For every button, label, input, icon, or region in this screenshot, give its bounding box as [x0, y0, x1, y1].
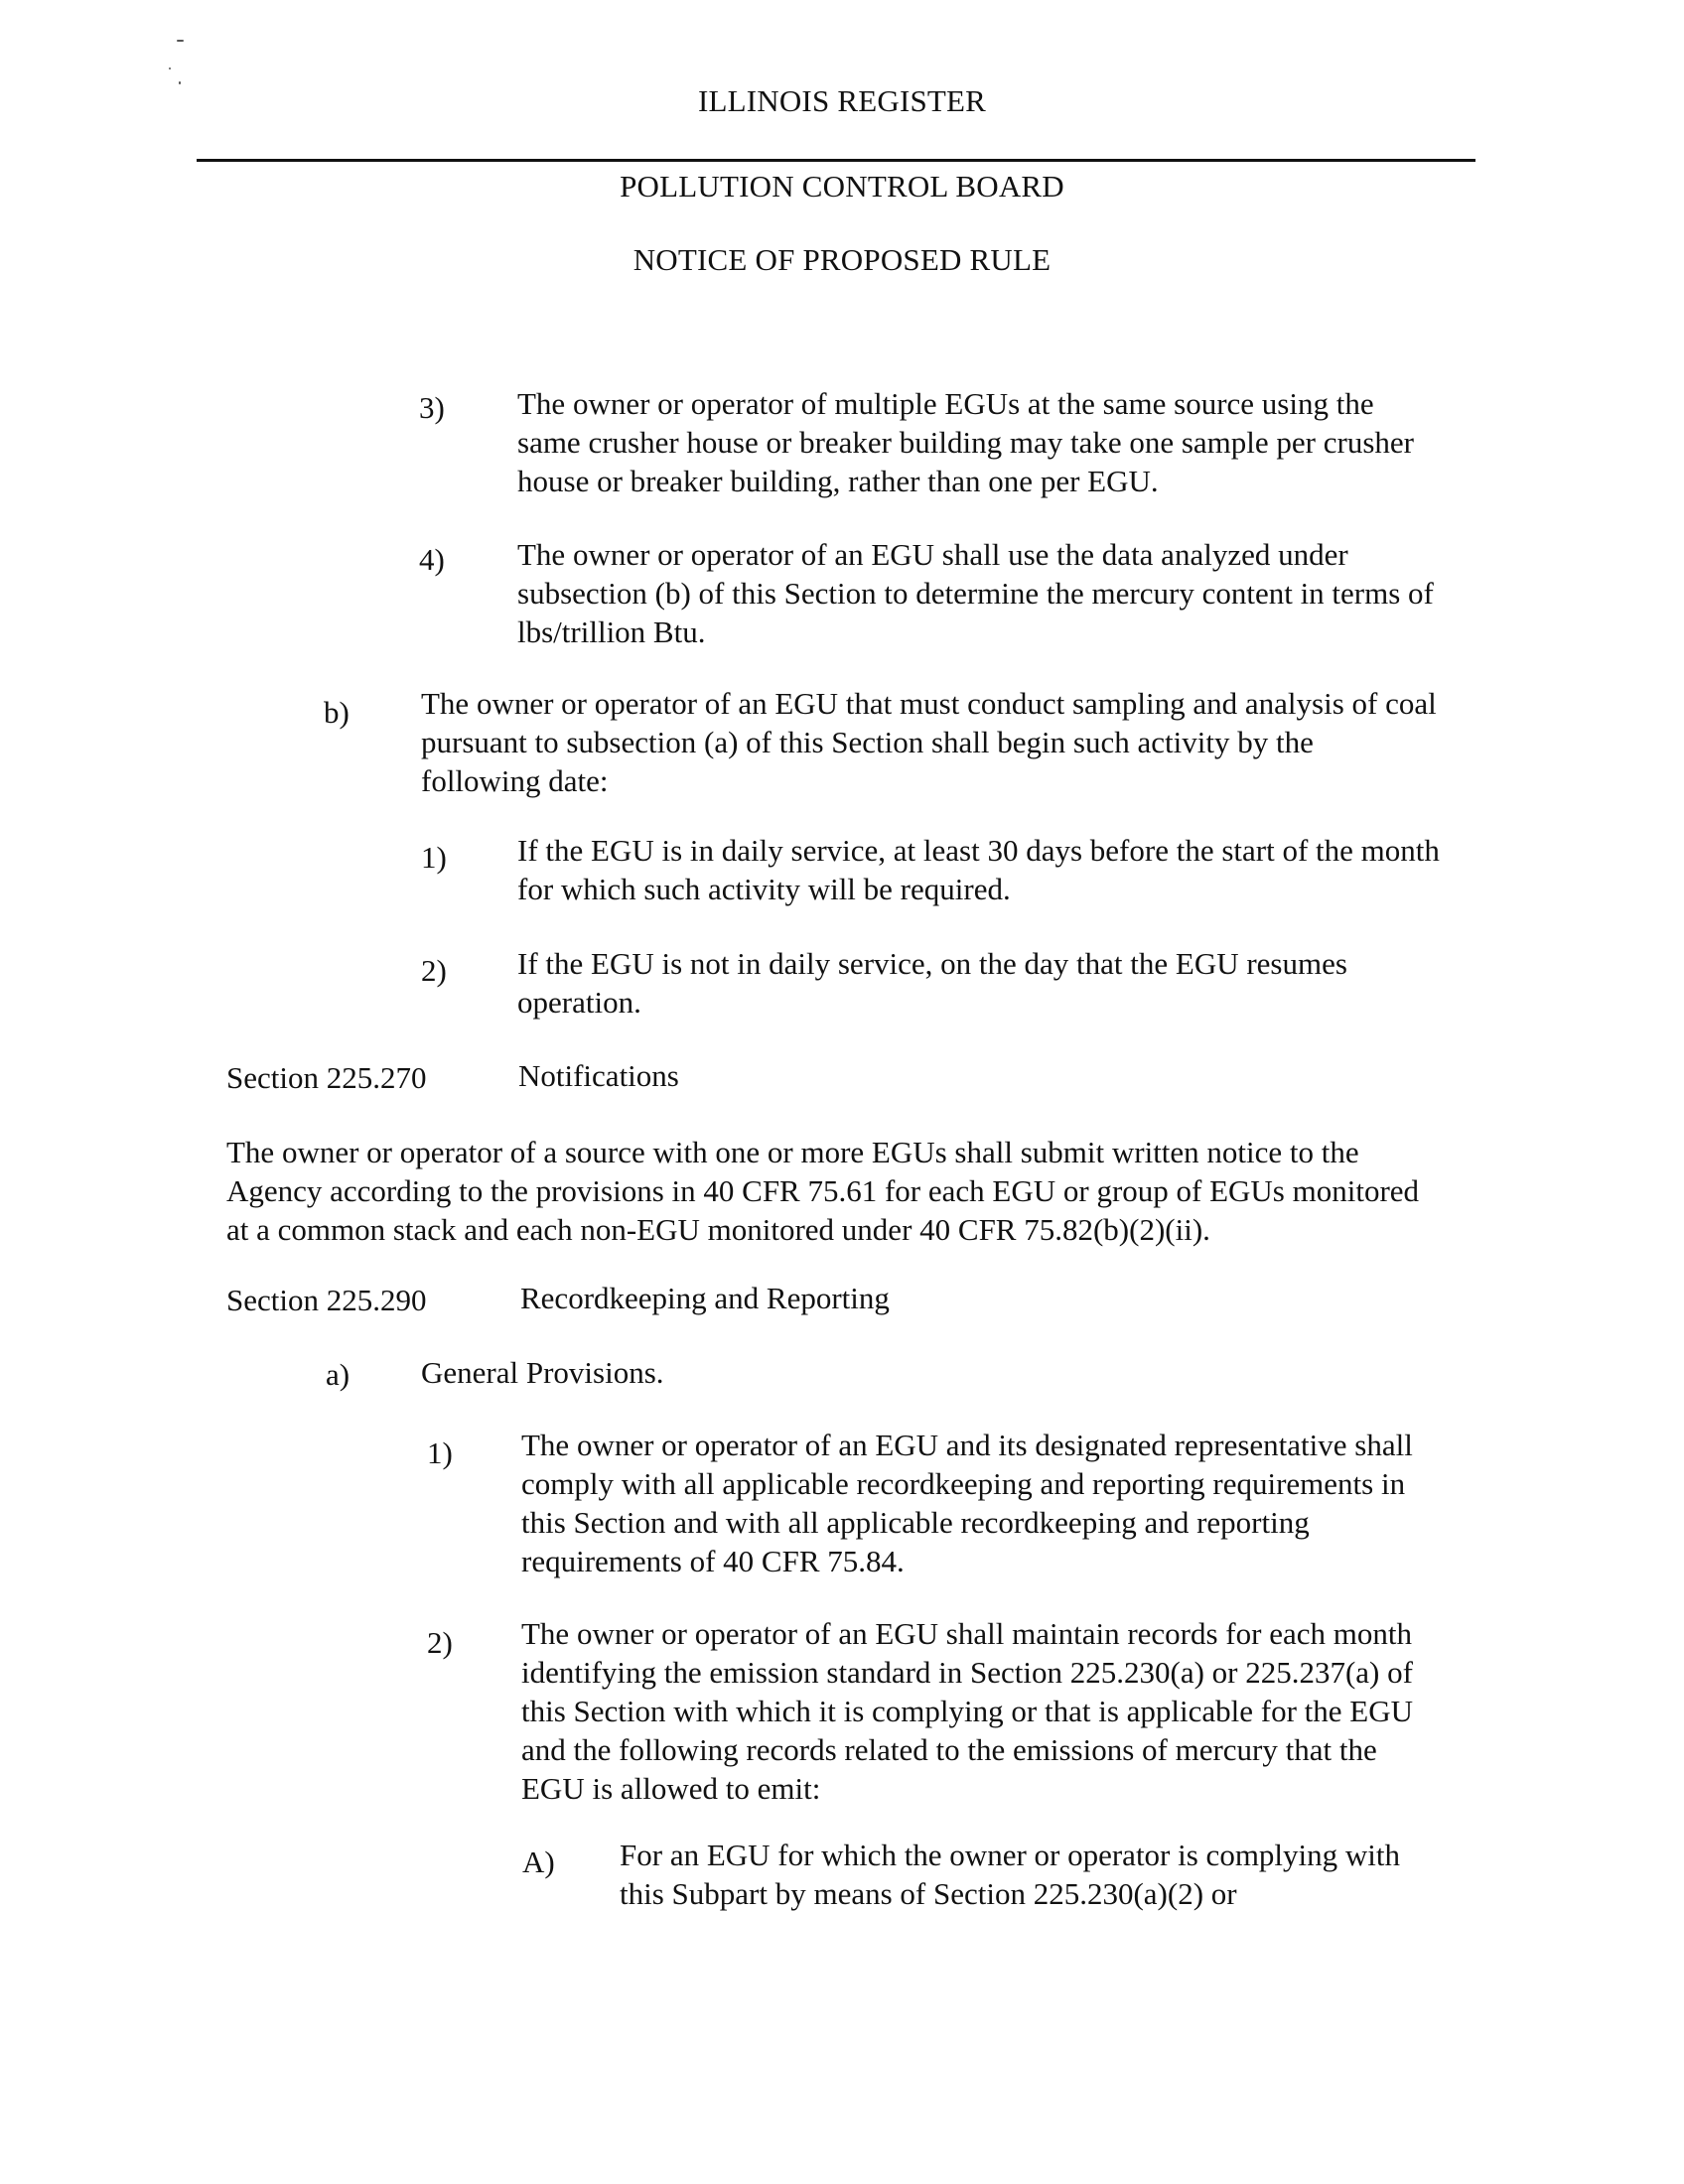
item-label: 3) [419, 390, 445, 425]
subsection-label: b) [324, 695, 350, 730]
item-text: The owner or operator of an EGU and its designated representative shall comply with all applicable recordkeeping and reporting requirements in this Section and with all applicable recordkeeping and reporting requirements of 40 CFR 75.84. [521, 1428, 1413, 1578]
section-paragraph: The owner or operator of a source with one or more EGUs shall submit written notice to the Agency according to the provisions in 40 CFR 75.61 for each EGU or group of EGUs monitored at a common stack and each non-EGU monitored under 40 CFR 75.82(b)(2)(ii). [226, 1135, 1420, 1247]
section-title: Recordkeeping and Reporting [520, 1281, 890, 1315]
register-header: ILLINOIS REGISTER [697, 83, 987, 118]
item-label: 1) [427, 1435, 453, 1470]
board-name: POLLUTION CONTROL BOARD [620, 169, 1064, 204]
item-text: If the EGU is in daily service, at least 30 days before the start of the month for which such activity will be required. [517, 833, 1440, 906]
item-label: 2) [427, 1625, 453, 1660]
notice-title: NOTICE OF PROPOSED RULE [632, 242, 1052, 277]
item-label: 4) [419, 542, 445, 577]
item-text: If the EGU is not in daily service, on the day that the EGU resumes operation. [517, 946, 1347, 1020]
header-rule [197, 159, 1475, 162]
clause-label: A) [522, 1844, 555, 1879]
item-text: The owner or operator of an EGU shall use the data analyzed under subsection (b) of this Section to determine the mercury content in terms of lbs/trillion Btu. [517, 537, 1434, 649]
section-title: Notifications [518, 1058, 679, 1093]
subsection-label: a) [326, 1357, 351, 1392]
item-label: 2) [421, 953, 447, 988]
subsection-title: General Provisions. [421, 1355, 664, 1390]
item-label: 1) [421, 840, 447, 875]
section-number: Section 225.290 [226, 1283, 427, 1317]
section-number: Section 225.270 [226, 1060, 427, 1095]
clause-text: For an EGU for which the owner or operator is complying with this Subpart by means of Section 225.230(a)(2) or [620, 1838, 1401, 1911]
item-text: The owner or operator of an EGU shall maintain records for each month identifying the emission standard in Section 225.230(a) or 225.237(a) of this Section with which it is complying or that is applicable for the EGU and the following records related to the emissions of mercury that the EGU is allowed to emit: [521, 1616, 1413, 1806]
item-text: The owner or operator of multiple EGUs at the same source using the same crusher house or breaker building may take one sample per crusher house or breaker building, rather than one per EGU. [517, 386, 1414, 498]
subsection-text: The owner or operator of an EGU that must conduct sampling and analysis of coal pursuant to subsection (a) of this Section shall begin such activity by the following date: [421, 686, 1437, 798]
